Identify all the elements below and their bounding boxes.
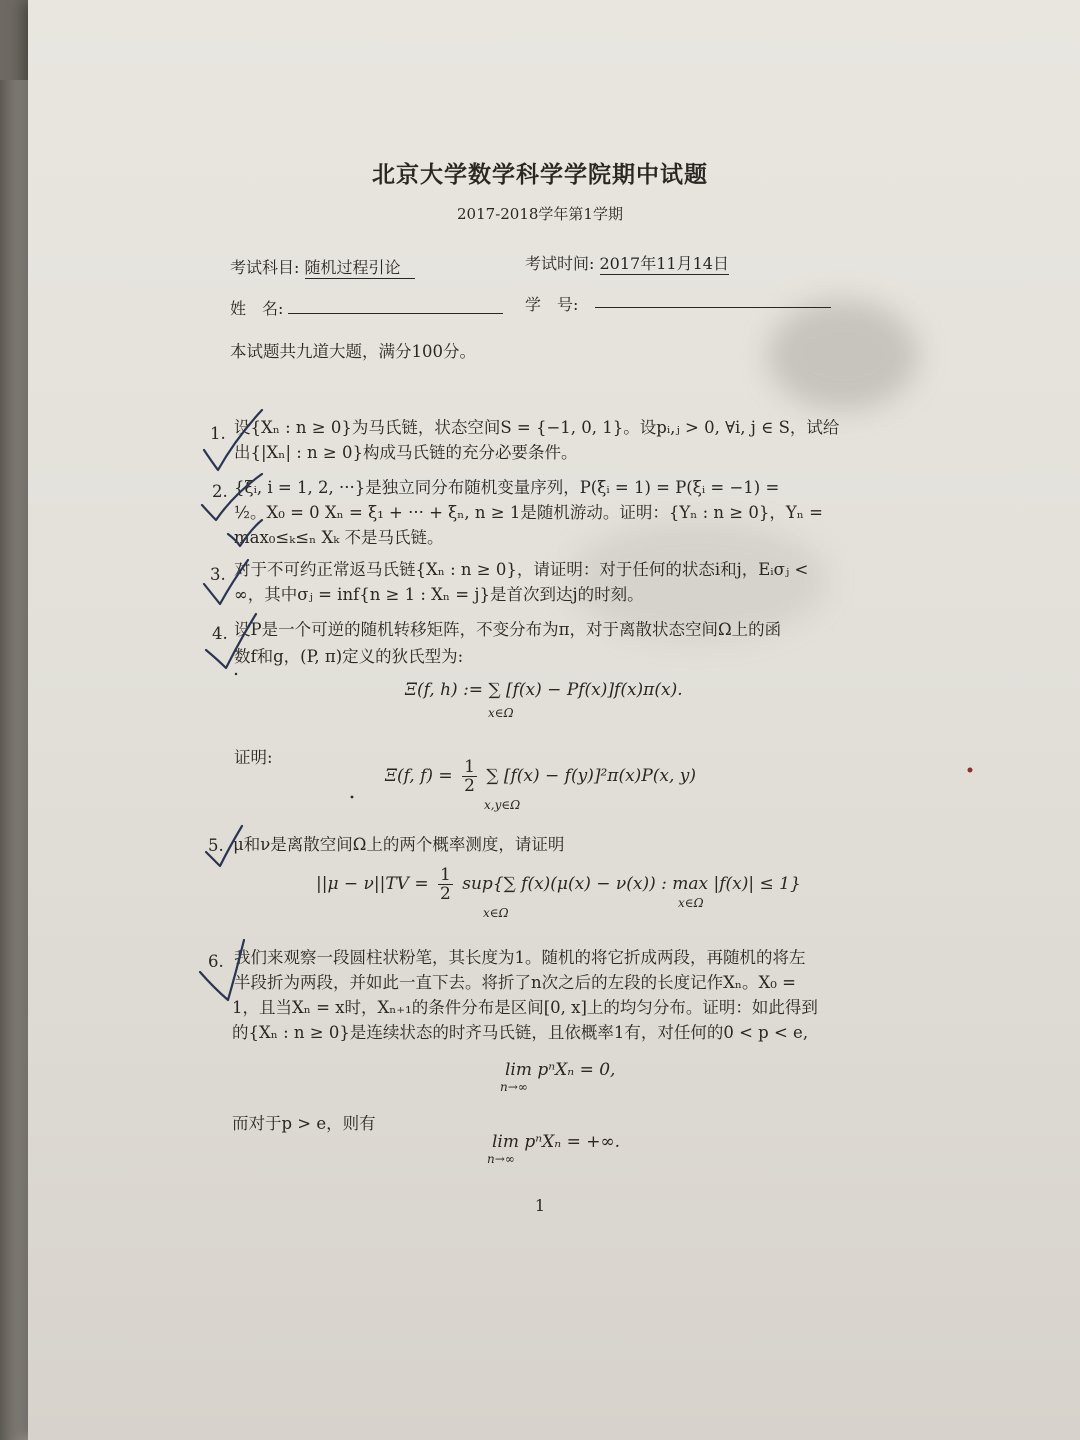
question-6-between-text: 而对于p > e，则有 [232, 1114, 376, 1133]
question-6-formula-b-subscript: n→∞ [487, 1152, 515, 1166]
question-1-number: 1. [210, 424, 226, 443]
exam-intro: 本试题共九道大题，满分100分。 [230, 342, 476, 361]
subject-value: 随机过程引论 [305, 255, 415, 279]
formula-right: sup{∑ f(x)(μ(x) − ν(x)) : max |f(x)| ≤ 1} [462, 874, 801, 894]
formula-left: ||μ − ν||TV = [316, 874, 429, 894]
fraction-numerator: 1 [464, 757, 475, 777]
question-1-line: 设{Xₙ : n ≥ 0}为马氏链，状态空间S = {−1, 0, 1}。设pᵢ,ⱼ > 0, ∀i, j ∈ S，试给 [234, 418, 840, 437]
question-2-line: max₀≤ₖ≤ₙ Xₖ 不是马氏链。 [234, 528, 444, 547]
question-4-formula-b [385, 758, 696, 795]
exam-term: 2017-2018学年第1学期 [457, 205, 623, 223]
exam-title: 北京大学数学科学学院期中试题 [372, 161, 708, 188]
question-6-formula-b: lim pⁿXₙ = +∞. [492, 1132, 621, 1152]
subject-field [230, 255, 415, 279]
question-5-max-subscript: x∈Ω [678, 896, 704, 910]
question-3-number: 3. [210, 565, 226, 584]
time-label: 考试时间: [525, 254, 595, 273]
question-3-line: ∞，其中σⱼ = inf{n ≥ 1 : Xₙ = j}是首次到达j的时刻。 [234, 585, 644, 604]
question-4-number: 4. [212, 624, 228, 643]
question-6-formula-a: lim pⁿXₙ = 0, [505, 1060, 616, 1080]
question-2-line: ½。X₀ = 0 Xₙ = ξ₁ + ··· + ξₙ, n ≥ 1是随机游动。证明：{Yₙ : n ≥ 0}，Yₙ = [234, 503, 823, 522]
shadow-stain [768, 300, 918, 410]
question-4-prove-label: 证明: [234, 748, 273, 767]
fraction-numerator: 1 [440, 865, 451, 885]
question-5-line: μ和ν是离散空间Ω上的两个概率测度，请证明 [233, 835, 565, 854]
time-field [525, 251, 729, 275]
subject-label: 考试科目: [230, 258, 300, 277]
question-5-formula [316, 866, 801, 903]
question-2-line: {ξᵢ, i = 1, 2, ···}是独立同分布随机变量序列，P(ξᵢ = 1) = P(ξᵢ = −1) = [234, 478, 780, 497]
question-6-number: 6. [208, 952, 224, 971]
question-6-formula-a-subscript: n→∞ [500, 1080, 528, 1094]
question-4-formula-a: Ξ(f, h) := ∑ [f(x) − Pf(x)]f(x)π(x). [405, 680, 683, 700]
question-6-line: 我们来观察一段圆柱状粉笔，其长度为1。随机的将它折成两段，再随机的将左 [234, 948, 806, 967]
question-5-sum-subscript: x∈Ω [483, 906, 509, 920]
question-4-line: 设P是一个可逆的随机转移矩阵，不变分布为π，对于离散状态空间Ω上的函 [234, 620, 782, 639]
question-6-line: 1，且当Xₙ = x时，Xₙ₊₁的条件分布是区间[0, x]上的均匀分布。证明：如此得到 [232, 998, 818, 1017]
fraction-one-half [438, 866, 453, 903]
formula-b-right: ∑ [f(x) − f(y)]²π(x)P(x, y) [486, 766, 697, 786]
question-6-line: 半段折为两段，并如此一直下去。将折了n次之后的左段的长度记作Xₙ。X₀ = [234, 973, 796, 992]
question-4-line: 数f和g，(P, π)定义的狄氏型为: [234, 647, 464, 666]
name-label: 姓 名: [230, 299, 284, 318]
question-2-number: 2. [212, 482, 228, 501]
id-label: 学 号: [525, 295, 579, 314]
fraction-denominator: 2 [464, 776, 475, 796]
question-1-line: 出{|Xₙ| : n ≥ 0}构成马氏链的充分必要条件。 [234, 443, 578, 462]
fraction-denominator: 2 [440, 884, 451, 904]
id-blank-line [595, 307, 831, 308]
fraction-one-half [462, 758, 477, 795]
question-6-line: 的{Xₙ : n ≥ 0}是连续状态的时齐马氏链，且依概率1有，对任何的0 < p < e, [232, 1023, 809, 1042]
question-4-formula-b-subscript: x,y∈Ω [484, 798, 521, 812]
question-5-number: 5. [208, 836, 224, 855]
formula-b-left: Ξ(f, f) = [385, 766, 453, 786]
page-number: 1 [534, 1196, 546, 1215]
name-blank-line [288, 313, 503, 314]
question-4-formula-a-subscript: x∈Ω [488, 706, 514, 720]
question-3-line: 对于不可约正常返马氏链{Xₙ : n ≥ 0}，请证明：对于任何的状态i和j，Eᵢσⱼ < [234, 560, 809, 579]
time-value: 2017年11月14日 [600, 251, 729, 275]
